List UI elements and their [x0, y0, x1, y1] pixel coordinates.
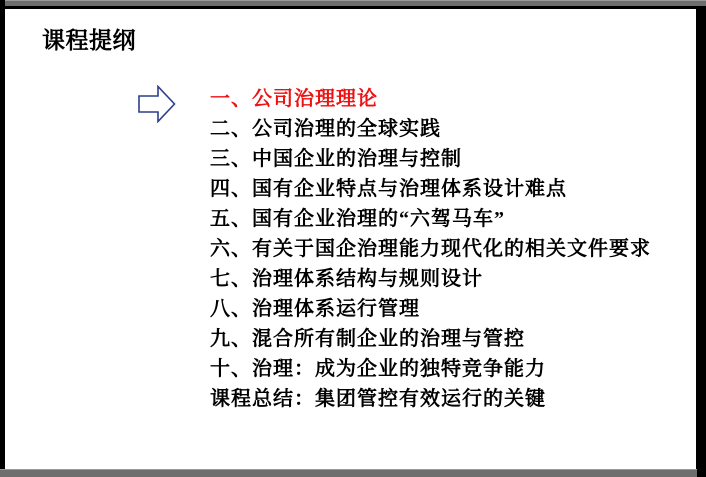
frame-bottom-bar [0, 469, 697, 477]
slide-title: 课程提纲 [42, 27, 136, 53]
frame-right-bar [696, 6, 706, 477]
outline-item: 课程总结：集团管控有效运行的关键 [210, 388, 546, 410]
outline-item: 九、混合所有制企业的治理与管控 [210, 328, 525, 350]
outline-item: 五、国有企业治理的“六驾马车” [210, 208, 505, 230]
outline-item: 二、公司治理的全球实践 [210, 118, 441, 140]
outline-item: 六、有关于国企治理能力现代化的相关文件要求 [210, 238, 651, 260]
frame-left-bar [0, 0, 5, 469]
outline-item: 十、治理：成为企业的独特竞争能力 [210, 358, 546, 380]
outline-item: 七、治理体系结构与规则设计 [210, 268, 483, 290]
outline-item: 四、国有企业特点与治理体系设计难点 [210, 178, 567, 200]
outline-item: 八、治理体系运行管理 [210, 298, 420, 320]
frame-top-line [0, 6, 706, 9]
outline-item: 一、公司治理理论 [210, 88, 378, 110]
right-block-arrow-icon [138, 85, 176, 123]
course-outline-list [210, 84, 651, 414]
outline-item: 三、中国企业的治理与控制 [210, 148, 462, 170]
